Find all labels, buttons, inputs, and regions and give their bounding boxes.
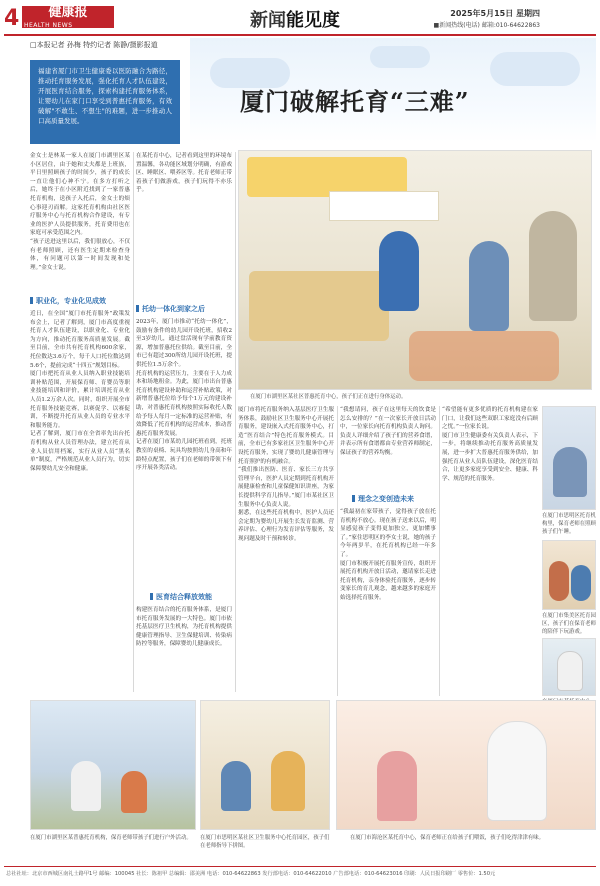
column-5 [442,406,538,696]
col2-subhead-2: 医育结合释放效能 [150,592,212,602]
bottom-photo-1 [30,700,196,830]
section-prefix: 新闻 [250,10,286,31]
page-number: 4 [4,6,20,31]
col4-paragraph-2: “我最初在家带孩子，觉得孩子放在托育机构不放心。现在孩子送来以后，明显感觉孩子变得更加独立，更加懂事了。”家住思明区的李女士说，她的孩子今年两岁半，在托育机构已经一年多了。 [340,509,436,558]
col3-paragraph-3: 据悉，在这些托育机构中，医护人员还会定期为婴幼儿开展生长发育监测、营养评估、心理行为发育评估等服务，发现问题及时干预和转诊。 [238,510,334,542]
side-photo-2 [542,540,596,610]
logo-text: 健康报 [48,5,88,20]
bottom-photo-3-caption: 在厦门市海沧区某托育中心，保育老师正在给孩子们喂饭，孩子们吃得津津有味。 [350,835,545,841]
issue-date: 2025年5月15日 星期四 [450,9,540,18]
col3-paragraph-2: “我们推出医防、医育、家长三方共享管理平台，医护人员定期到托育机构开展健康检查和儿童保健知识讲座，为家长提供科学育儿指导。”厦门市某社区卫生服务中心负责人说。 [238,467,334,508]
byline: □本报记者 孙梅 特约记者 陈静/摄影报道 [30,41,158,49]
col2-paragraph-1: 在某托育中心，记者看到这里的环境布置温馨，各功能区域划分明确，有游戏区、睡眠区、喂养区等。托育老师正带着孩子们做游戏，孩子们玩得不亦乐乎。 [136,153,232,194]
section-title [250,6,340,32]
bottom-photo-1-caption: 在厦门市湖里区某普惠托育机构，保育老师带孩子们进行户外活动。 [30,835,192,841]
bottom-photo-2-caption: 在厦门市思明区某社区卫生服务中心托育园区，孩子们在老师指导下拼图。 [200,835,330,849]
column-1-bottom [30,310,130,690]
column-2-middle [136,318,232,588]
section-title-strong: 能见度 [286,10,340,31]
col5-paragraph-2: 厦门市卫生健康委有关负责人表示，下一步，将继续推动托育服务高质量发展，进一步扩大普惠托育服务供给，加强托育从业人员队伍建设，深化医育结合，让更多家庭享受到安全、健康、科学、规范的托育服务。 [442,432,538,482]
col4-paragraph-1: “我想请问，孩子在这里每天的饮食是怎么安排的？”在一次家长开放日活动中，一位家长向托育机构负责人询问。负责人详细介绍了孩子们的营养食谱，并表示所有食谱都由专业营养师制定，保证孩子的营养均衡。 [340,407,436,456]
column-divider [439,406,440,696]
col1-paragraph-4: 厦门市把托育从业人员纳入职业技能培训补贴范围，开展保育师、育婴员等职业技能培训和评价，累计培训托育从业人员1.2万余人次。同时，组织开展全市托育服务技能竞赛，以赛促学、以赛促训，不断提升托育从业人员的专业水平和服务能力。 [30,371,130,429]
column-divider [235,152,236,692]
side-photo-1 [542,406,596,510]
side-photo-1-caption: 在厦门市思明区托育机构里，保育老师在照顾孩子们午睡。 [542,513,596,535]
column-1-top [30,152,130,292]
logo-subtitle: HEALTH NEWS [24,22,73,29]
col2-paragraph-2: 2023年，厦门市推动“托幼一体化”，鼓励有条件的幼儿园开设托班，招收2至3岁幼儿，通过盘活现有学前教育资源，增加普惠托位供给。截至目前，全市已有超过300所幼儿园开设托班，提供托位1.5万余个。 [136,319,232,368]
column-divider [133,152,134,692]
column-3 [238,406,334,696]
col3-paragraph-1: 厦门市将托育服务纳入基层医疗卫生服务体系，鼓励社区卫生服务中心开展托育服务，建设嵌入式托育服务中心，打造“医育结合”特色托育服务模式。目前，全市已有多家社区卫生服务中心开设托育服务，实现了婴幼儿健康管理与托育照护的有机融合。 [238,407,334,465]
footer-imprint: 总社社址：北京市西城区南礼士路甲1号 邮编：100045 社长：陈祖甲 总编辑：邵美洲 电话：010-64622863 发行部电话：010-64622010 广告部电话：010-64623016 印刷：人民日报印刷厂 零售价：1.50元 [6,871,496,877]
main-photo-caption: 在厦门市湖里区某社区普惠托育中心，孩子们正在进行身体运动。 [250,394,407,400]
hotline: ■新闻热线(电话) 邮箱:010-64622863 [433,22,540,29]
column-4-bottom [340,508,436,696]
col2-paragraph-5: 构建医育结合的托育服务体系，是厦门市托育服务发展的一大特色。厦门市依托基层医疗卫生机构，为托育机构提供健康管理指导、卫生保健培训、传染病防控等服务，保障婴幼儿健康成长。 [136,607,232,648]
col2-paragraph-4: 记者在厦门市某幼儿园托班看到，托班教室的桌椅、玩具均按照幼儿身高和年龄特点配置，孩子们在老师的带领下有序开展各类活动。 [136,439,232,472]
header-rule [4,34,596,36]
bottom-photo-2 [200,700,330,830]
headline: 厦门破解托育“三难” [240,87,470,116]
bottom-photo-3 [336,700,596,830]
col1-paragraph-3: 近日，在全国“厦门市托育服务”政策发布会上，记者了解到，厦门市高度重视托育人才队伍建设，以职业化、专业化为方向，推动托育服务高质量发展。截至目前，全市共有托育机构600余家，托位数达3.6万个，每千人口托位数达到5.6个，提前完成“十四五”规划目标。 [30,311,130,369]
footer-rule [4,866,596,867]
column-2-bottom [136,606,232,692]
side-photo-2-caption: 在厦门市集美区托育园区，孩子们在保育老师的陪伴下玩游戏。 [542,613,596,635]
main-photo [238,150,592,390]
col4-paragraph-3: 厦门市积极开展托育服务宣传，组织开展托育机构开放日活动，邀请家长走进托育机构，亲身体验托育服务，逐步转变家长的育儿观念，越来越多的家庭开始选择托育服务。 [340,560,436,601]
column-4-top [340,406,436,490]
col1-paragraph-2: “孩子送进这里以后，我们很放心，不仅有老师照顾，还有医生定期来检查身体，有问题可以第一时间发现和处理。”金女士说。 [30,238,130,271]
col1-paragraph-1: 金女士是林某一家人在厦门市湖里区某小区居住，由于她和丈夫都是上班族，平日里照顾孩子的时间少，孩子的成长一直让他们心神不宁。在多方打听之后，她终于在小区附近找到了一家普惠托育机构，送孩子入托后，金女士的烦心事迎刃而解。这家托育机构由社区医疗服务中心与托育机构合作建设，有专业的医护人员提供服务，托育费用也在家庭可承受范围之内。 [30,153,130,237]
col2-paragraph-3: 托育机构的运营压力，主要在于人力成本和场地租金。为此，厦门市出台普惠托育机构建设补助和运营补贴政策，对新增普惠托位给予每个1万元的建设补助，对普惠托育机构按照实际收托人数给予每人每月一定标准的运营补贴，有效降低了托育机构的运营成本，推动普惠托育服务发展。 [136,370,232,437]
col1-subhead: 职业化，专业化见成效 [30,296,106,306]
col1-paragraph-5: 记者了解到，厦门市在全省率先出台托育机构从业人员管理办法，建立托育从业人员信用档案，实行从业人员“黑名单”制度，严格规范从业人员行为，切实保障婴幼儿安全和健康。 [30,431,130,472]
side-photo-3 [542,638,596,696]
column-divider [337,406,338,696]
col2-subhead: 托幼一体化到家之后 [136,304,205,314]
col4-subhead: 理念之变创造未来 [352,494,414,504]
intro-box: 福建省厦门市卫生健康委以医防融合为路径，推动托育服务发展，强化托育人才队伍建设，开展医育结合服务，探索构建托育服务体系，让婴幼儿在家门口享受到普惠托育服务，有效破解"不敢生、不想生"的难题，进一步推动人口高质量发展。 [30,60,180,144]
column-2-top [136,152,232,300]
col5-paragraph-1: “希望能有更多优质的托育机构建在家门口，让我们这些双职工家庭没有后顾之忧。”一位家长说。 [442,407,538,431]
